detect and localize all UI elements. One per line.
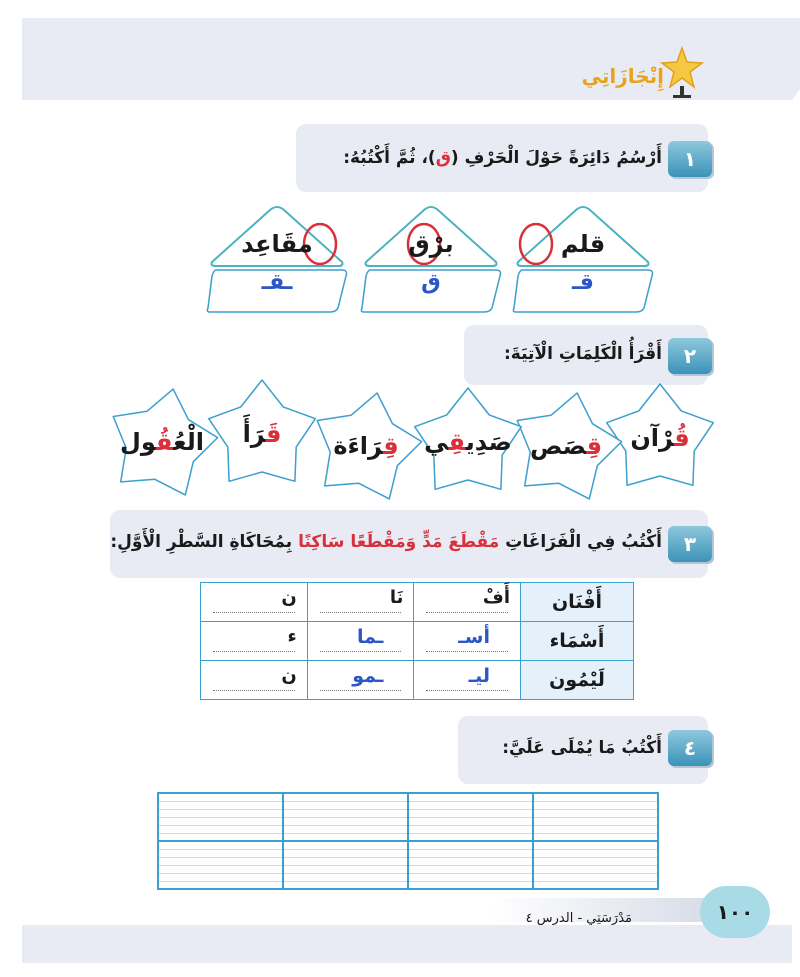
q2-word: قَرَأَ [242, 420, 282, 448]
syllable-3[interactable]: ن [201, 661, 308, 700]
q2-word: قِصَص [529, 432, 603, 460]
q2-word: قُرْآن [630, 424, 690, 452]
writing-cell[interactable] [158, 793, 283, 841]
q1-card-answer[interactable]: ق [421, 270, 441, 295]
q4-instruction: أَكْتُبُ مَا يُمْلَى عَلَيَّ: [502, 738, 662, 758]
table-row [201, 661, 634, 700]
row-word: أَسْمَاء [521, 622, 634, 661]
q1-card-word: قلم [560, 230, 606, 258]
writing-cell[interactable] [158, 841, 283, 889]
writing-cell[interactable] [408, 841, 533, 889]
syllable-1[interactable]: ليـ [414, 661, 521, 700]
writing-cell[interactable] [408, 793, 533, 841]
q1-card [356, 200, 506, 296]
syllable-table [200, 582, 634, 700]
syllable-2[interactable]: ـمو [307, 661, 414, 700]
q1-card-answer[interactable]: قـ [572, 270, 594, 295]
q3-instruction: أَكْتُبُ فِي الْفَرَاغَاتِ مَقْطَعَ مَدٍّ وَمَقْطَعًا سَاكِنًا بِمُحَاكَاةِ السَّطْرِ الْأَوَّلِ: [110, 532, 662, 552]
page-number: ١٠٠ [700, 886, 770, 938]
q1-instruction: أَرْسُمُ دَائِرَةً حَوْلَ الْحَرْفِ (ق)، ثُمَّ أَكْتُبُهُ: [343, 148, 662, 168]
q2-instruction: أَقْرَأُ الْكَلِمَاتِ الْآتِيَةَ: [503, 344, 662, 364]
q1-card-answer[interactable]: ـقـ [261, 270, 293, 295]
syllable-3[interactable]: ء [201, 622, 308, 661]
syllable-2[interactable]: نَا [307, 583, 414, 622]
q4-number: ٤ [668, 730, 712, 766]
q1-card [508, 200, 658, 296]
syllable-2[interactable]: ـما [307, 622, 414, 661]
table-row [201, 622, 634, 661]
writing-cell[interactable] [283, 841, 408, 889]
writing-cell[interactable] [533, 793, 658, 841]
footer-lesson: مَدْرَسَتِي - الدرس ٤ [525, 911, 632, 926]
q2-number: ٢ [668, 338, 712, 374]
q2-word: صَدِيقِي [424, 428, 512, 456]
syllable-3[interactable]: ن [201, 583, 308, 622]
syllable-1[interactable]: أسـ [414, 622, 521, 661]
row-word: أَفْنَان [521, 583, 634, 622]
q1-number: ١ [668, 141, 712, 177]
footer-band [22, 925, 792, 963]
q1-card [202, 200, 352, 296]
q1-card-word: مقَاعِد [241, 230, 313, 258]
q3-number: ٣ [668, 526, 712, 562]
writing-cell[interactable] [283, 793, 408, 841]
q2-word: قِرَاءَة [333, 432, 399, 460]
star-icon [660, 46, 704, 100]
syllable-1[interactable]: أَفْ [414, 583, 521, 622]
q2-word: الْعُقُول [120, 428, 204, 456]
q1-card-word: برْق [408, 230, 454, 258]
writing-cell[interactable] [533, 841, 658, 889]
dictation-grid [157, 792, 659, 890]
page-title: إِنْجَازَاتِي [581, 64, 664, 88]
table-row [201, 583, 634, 622]
row-word: لَيْمُون [521, 661, 634, 700]
